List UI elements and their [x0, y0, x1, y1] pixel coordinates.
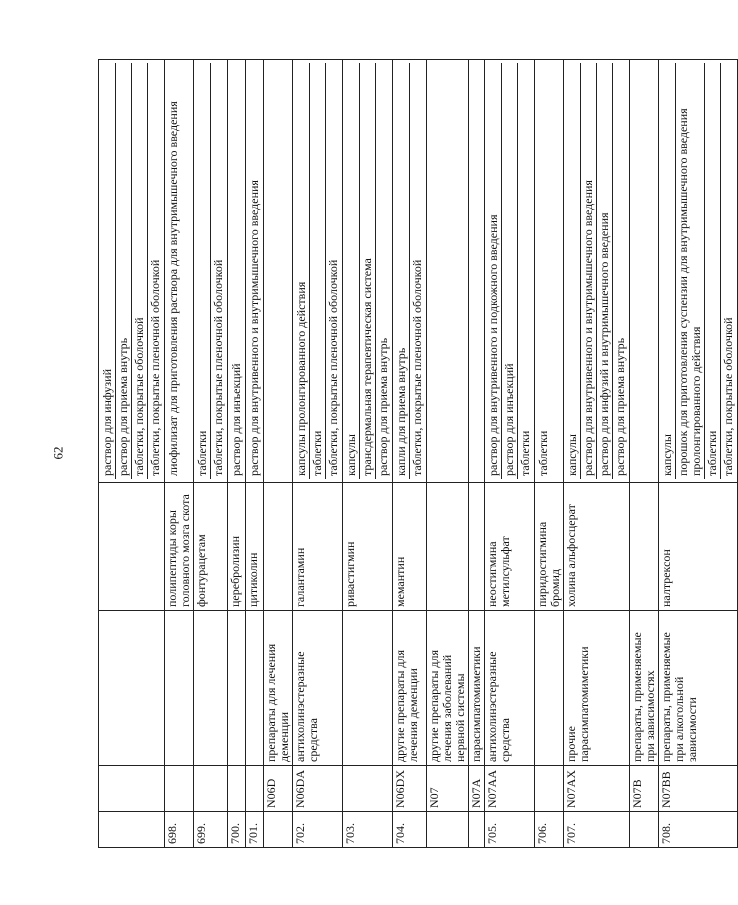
atc-code: N07: [427, 766, 469, 812]
atc-group: [246, 611, 264, 766]
dosage-form: таблетки: [309, 63, 325, 479]
drug-name: полипептиды коры головного мозга скота: [165, 483, 194, 611]
atc-group: [99, 611, 165, 766]
row-number: 699.: [194, 812, 228, 848]
table-row: [99, 60, 165, 848]
table-row: [264, 60, 293, 848]
atc-code: [194, 766, 228, 812]
drug-name: [99, 483, 165, 611]
dosage-form: таблетки: [195, 430, 209, 476]
row-number: 700.: [228, 812, 246, 848]
atc-code: N06DX: [393, 766, 427, 812]
row-number: [427, 812, 469, 848]
drug-name: мемантин: [393, 483, 427, 611]
dosage-forms-cell: [246, 60, 264, 483]
table-row: [393, 60, 427, 848]
dosage-form: капсулы: [344, 434, 358, 476]
table-row: [165, 60, 194, 848]
table-row: [630, 60, 659, 848]
atc-group: другие препараты для лечения деменции: [393, 611, 427, 766]
drug-name: [264, 483, 293, 611]
table-row: [485, 60, 535, 848]
atc-code: N07B: [630, 766, 659, 812]
table-row: [293, 60, 343, 848]
dosage-forms-cell: [630, 60, 659, 483]
row-number: [99, 812, 165, 848]
drug-name: налтрексон: [659, 483, 738, 611]
dosage-forms-cell: [293, 60, 343, 483]
table-row: [228, 60, 246, 848]
atc-group: препараты, применяемые при алкогольной зависимости: [659, 611, 738, 766]
row-number: 706.: [535, 812, 564, 848]
atc-code: [228, 766, 246, 812]
atc-code: [535, 766, 564, 812]
drug-name: холина альфосцерат: [564, 483, 630, 611]
atc-group: антихолинэстеразные средства: [485, 611, 535, 766]
dosage-forms-cell: [485, 60, 535, 483]
atc-code: [165, 766, 194, 812]
row-number: [630, 812, 659, 848]
dosage-form: таблетки: [704, 63, 720, 479]
table-body: [99, 60, 738, 848]
dosage-form: раствор для внутривенного и внутримышечного введения: [580, 63, 596, 479]
dosage-form: раствор для внутривенного и подкожного введения: [486, 214, 500, 476]
dosage-forms-cell: [469, 60, 485, 483]
dosage-form: капсулы: [565, 434, 579, 476]
atc-group: [228, 611, 246, 766]
dosage-form: таблетки: [536, 430, 550, 476]
dosage-form: таблетки, покрытые пленочной оболочкой: [147, 63, 163, 479]
dosage-forms-cell: [194, 60, 228, 483]
dosage-forms-cell: [228, 60, 246, 483]
table-row: [343, 60, 393, 848]
row-number: 704.: [393, 812, 427, 848]
atc-group: [194, 611, 228, 766]
dosage-forms-cell: [427, 60, 469, 483]
dosage-form: таблетки, покрытые пленочной оболочкой: [210, 63, 226, 479]
row-number: 708.: [659, 812, 738, 848]
drug-name: цитиколин: [246, 483, 264, 611]
atc-code: [343, 766, 393, 812]
dosage-form: трансдермальная терапевтическая система: [359, 63, 375, 479]
dosage-forms-cell: [264, 60, 293, 483]
dosage-form: таблетки: [517, 63, 533, 479]
atc-group: препараты для лечения деменции: [264, 611, 293, 766]
dosage-forms-cell: [393, 60, 427, 483]
row-number: [264, 812, 293, 848]
dosage-forms-cell: [659, 60, 738, 483]
dosage-form: таблетки, покрытые пленочной оболочкой: [325, 63, 341, 479]
row-number: 703.: [343, 812, 393, 848]
dosage-form: раствор для приема внутрь: [115, 63, 131, 479]
table-row: [194, 60, 228, 848]
row-number: 707.: [564, 812, 630, 848]
atc-group: [535, 611, 564, 766]
dosage-form: таблетки, покрытые оболочкой: [720, 63, 736, 479]
table-row: [469, 60, 485, 848]
dosage-form: раствор для внутривенного и внутримышечного введения: [247, 180, 261, 476]
dosage-form: раствор для инфузий и внутримышечного введения: [596, 63, 612, 479]
dosage-form: раствор для приема внутрь: [612, 63, 628, 479]
dosage-forms-cell: [165, 60, 194, 483]
atc-group: антихолинэстеразные средства: [293, 611, 343, 766]
dosage-form: раствор для инфузий: [100, 369, 114, 476]
atc-code: [99, 766, 165, 812]
dosage-forms-cell: [99, 60, 165, 483]
atc-group: парасимпатомиметики: [469, 611, 485, 766]
atc-code: N07AA: [485, 766, 535, 812]
atc-group: [165, 611, 194, 766]
dosage-form: раствор для приема внутрь: [375, 63, 391, 479]
dosage-forms-cell: [564, 60, 630, 483]
row-number: 698.: [165, 812, 194, 848]
drug-name: церебролизин: [228, 483, 246, 611]
atc-code: [246, 766, 264, 812]
drug-name: [469, 483, 485, 611]
atc-group: прочие парасимпатомиметики: [564, 611, 630, 766]
row-number: 705.: [485, 812, 535, 848]
dosage-forms-cell: [343, 60, 393, 483]
atc-code: N06DA: [293, 766, 343, 812]
atc-group: [343, 611, 393, 766]
table-row: [659, 60, 738, 848]
row-number: [469, 812, 485, 848]
drug-name: галантамин: [293, 483, 343, 611]
drug-name: [630, 483, 659, 611]
atc-code: N06D: [264, 766, 293, 812]
page-number: 62: [50, 446, 66, 460]
dosage-form: лиофилизат для приготовления раствора для внутримышечного введения: [166, 101, 180, 476]
table-row: [427, 60, 469, 848]
atc-group: другие препараты для лечения заболеваний нервной системы: [427, 611, 469, 766]
table-row: [246, 60, 264, 848]
row-number: 702.: [293, 812, 343, 848]
dosage-form: капли для приема внутрь: [394, 347, 408, 476]
table-row: [564, 60, 630, 848]
dosage-form: таблетки, покрытые оболочкой: [131, 63, 147, 479]
rotated-table-wrapper: [98, 60, 735, 848]
drug-name: [427, 483, 469, 611]
drug-register-table: [98, 59, 738, 848]
drug-name: неостигмина метилсульфат: [485, 483, 535, 611]
atc-group: препараты, применяемые при зависимостях: [630, 611, 659, 766]
dosage-forms-cell: [535, 60, 564, 483]
dosage-form: капсулы пролонгированного действия: [294, 281, 308, 476]
dosage-form: раствор для инъекций: [229, 363, 243, 476]
table-row: [535, 60, 564, 848]
dosage-form: раствор для инъекций: [501, 63, 517, 479]
atc-code: N07BB: [659, 766, 738, 812]
atc-code: N07AX: [564, 766, 630, 812]
row-number: 701.: [246, 812, 264, 848]
drug-name: пиридостигмина бромид: [535, 483, 564, 611]
dosage-form: таблетки, покрытые пленочной оболочкой: [409, 63, 425, 479]
drug-name: фонтурацетам: [194, 483, 228, 611]
dosage-form: порошок для приготовления суспензии для внутримышечного введения пролонгированного действия: [675, 63, 704, 479]
dosage-form: капсулы: [660, 434, 674, 476]
drug-name: ривастигмин: [343, 483, 393, 611]
atc-code: N07A: [469, 766, 485, 812]
